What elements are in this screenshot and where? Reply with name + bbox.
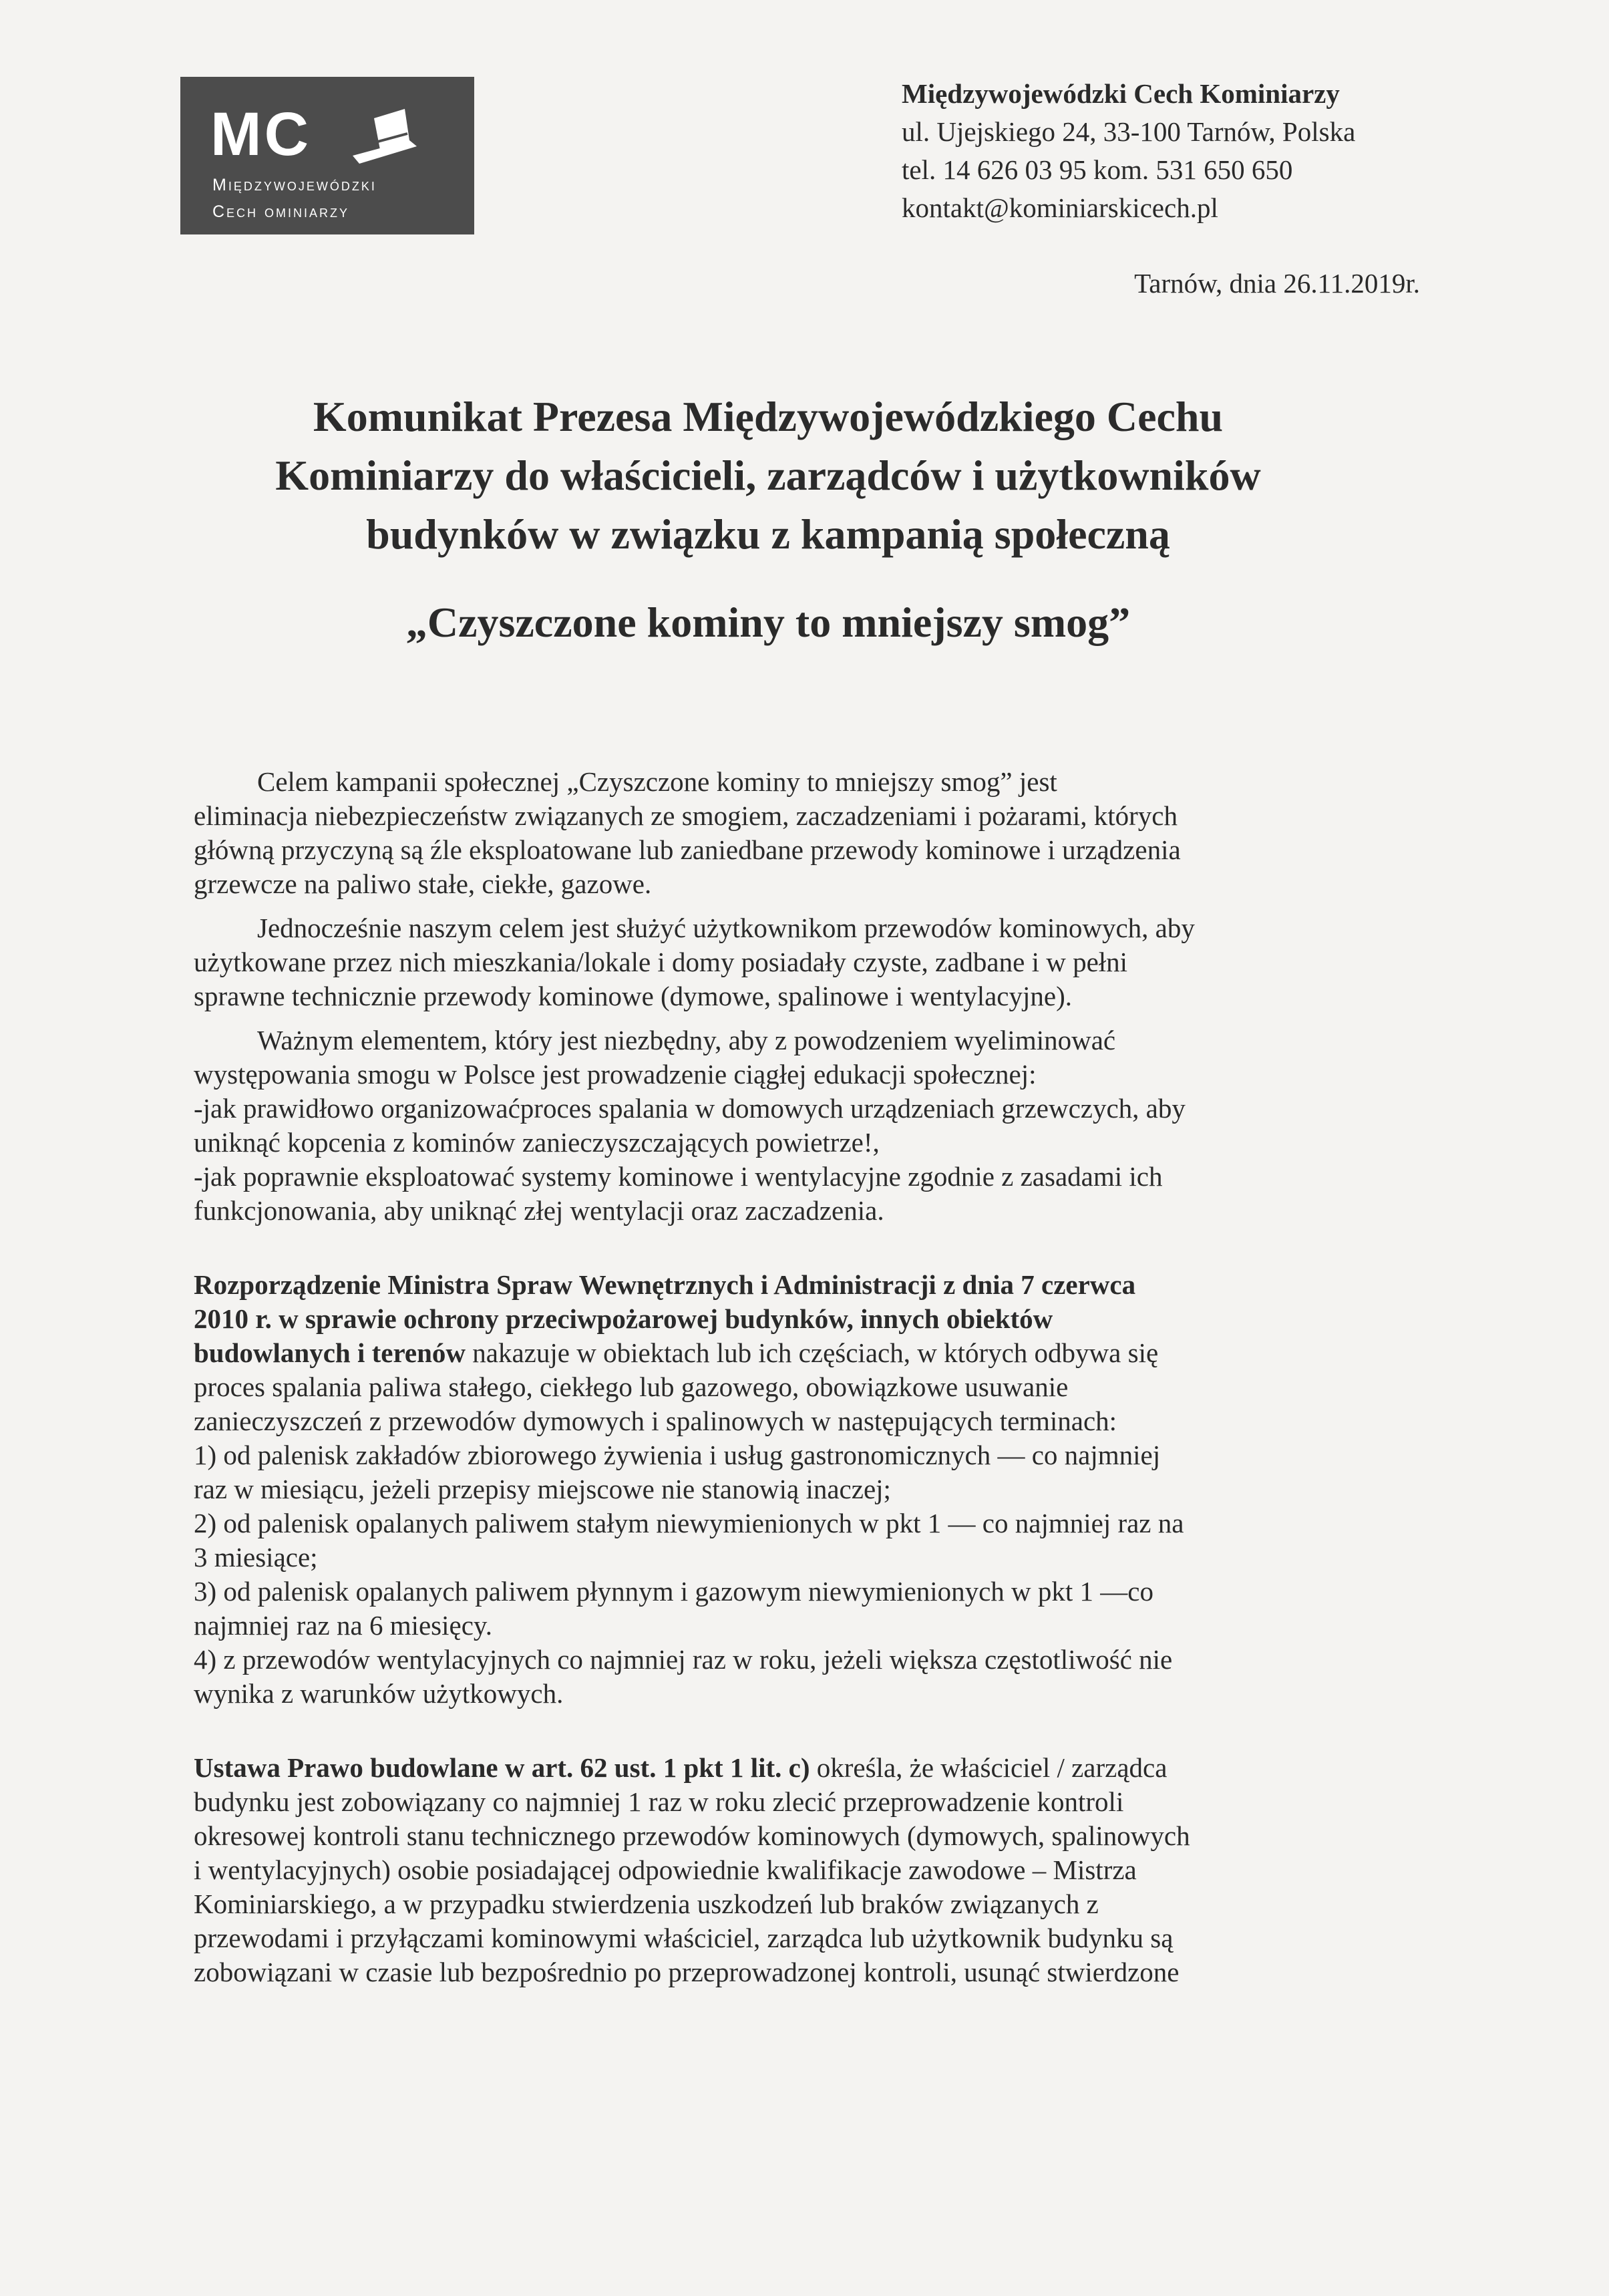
document-title [160, 387, 1376, 564]
text-line: uniknąć kopcenia z kominów zanieczyszczających powietrze!, [194, 1127, 880, 1158]
document-date: Tarnów, dnia 26.11.2019r. [1134, 268, 1420, 299]
text-line: 2) od palenisk opalanych paliwem stałym niewymienionych w pkt 1 — co najmniej raz na [194, 1508, 1184, 1538]
title-line: budynków w związku z kampanią społeczną [366, 510, 1170, 558]
law-reference: Ustawa Prawo budowlane w art. 62 ust. 1 pkt 1 lit. c) [194, 1752, 810, 1783]
text-line: eliminacja niebezpieczeństw związanych ze smogiem, zaczadzeniami i pożarami, których [194, 800, 1178, 831]
logo-letters: MC [210, 100, 312, 168]
text-line: -jak poprawnie eksploatować systemy kominowe i wentylacyjne zgodnie z zasadami ich [194, 1161, 1163, 1192]
logo-text-line1: Międzywojewódzki [212, 176, 377, 194]
text-line: 3) od palenisk opalanych paliwem płynnym i gazowym niewymienionych w pkt 1 —co [194, 1576, 1153, 1607]
text-line: najmniej raz na 6 miesięcy. [194, 1610, 493, 1641]
text-line [194, 1302, 1409, 1336]
text-line [194, 1336, 1409, 1370]
text-line: funkcjonowania, aby uniknąć złej wentylacji oraz zaczadzenia. [194, 1195, 884, 1226]
logo [180, 77, 474, 234]
text-line: proces spalania paliwa stałego, ciekłego lub gazowego, obowiązkowe usuwanie [194, 1371, 1069, 1402]
text-line: 1) od palenisk zakładów zbiorowego żywienia i usług gastronomicznych — co najmniej [194, 1440, 1161, 1470]
text-line: wynika z warunków użytkowych. [194, 1678, 564, 1709]
text-line: 4) z przewodów wentylacyjnych co najmniej raz w roku, jeżeli większa częstotliwość nie [194, 1644, 1173, 1675]
paragraph-building-law [194, 1751, 1409, 1989]
logo-text-line2: Cech ominiarzy [212, 202, 350, 221]
email-address: kontakt@kominiarskicech.pl [902, 192, 1218, 223]
text-line: przewodami i przyłączami kominowymi właściciel, zarządca lub użytkownik budynku są [194, 1923, 1174, 1953]
regulation-title: 2010 r. w sprawie ochrony przeciwpożarowej budynków, innych obiektów [194, 1303, 1053, 1334]
text-line: zanieczyszczeń z przewodów dymowych i spalinowych w następujących terminach: [194, 1406, 1117, 1436]
text-line: budynku jest zobowiązany co najmniej 1 raz w roku zlecić przeprowadzenie kontroli [194, 1786, 1124, 1817]
text-line: występowania smogu w Polsce jest prowadzenie ciągłej edukacji społecznej: [194, 1059, 1037, 1090]
paragraph-regulation [194, 1268, 1409, 1711]
text-line: -jak prawidłowo organizowaćproces spalania w domowych urządzeniach grzewczych, aby [194, 1093, 1186, 1124]
text-line: grzewcze na paliwo stałe, ciekłe, gazowe. [194, 868, 652, 899]
text-line: użytkowane przez nich mieszkania/lokale i domy posiadały czyste, zadbane i w pełni [194, 947, 1128, 977]
letterhead-address [902, 75, 1355, 227]
document-body [194, 765, 1409, 1999]
text-line: główną przyczyną są źle eksploatowane lub zaniedbane przewody kominowe i urządzenia [194, 834, 1181, 865]
text-line: raz w miesiącu, jeżeli przepisy miejscowe nie stanowią inaczej; [194, 1474, 891, 1504]
text-span: określa, że właściciel / zarządca [810, 1752, 1168, 1783]
organization-name: Międzywojewódzki Cech Kominiarzy [902, 78, 1340, 109]
text-line: zobowiązani w czasie lub bezpośrednio po przeprowadzonej kontroli, usunąć stwierdzone [194, 1957, 1180, 1987]
title-line: Komunikat Prezesa Międzywojewódzkiego Cechu [313, 393, 1224, 440]
street-address: ul. Ujejskiego 24, 33-100 Tarnów, Polska [902, 116, 1356, 147]
text-line: Jednocześnie naszym celem jest służyć użytkownikom przewodów kominowych, aby [257, 913, 1195, 943]
paragraph-service-goal [194, 911, 1409, 1013]
paragraph-education [194, 1023, 1409, 1228]
text-line: okresowej kontroli stanu technicznego przewodów kominowych (dymowych, spalinowych [194, 1820, 1190, 1851]
phone-numbers: tel. 14 626 03 95 kom. 531 650 650 [902, 154, 1293, 185]
regulation-title: budowlanych i terenów [194, 1337, 466, 1368]
campaign-name: „Czyszczone kominy to mniejszy smog” [405, 599, 1131, 646]
text-line: i wentylacyjnych) osobie posiadającej odpowiednie kwalifikacje zawodowe – Mistrza [194, 1854, 1137, 1885]
text-line: Ważnym elementem, który jest niezbędny, aby z powodzeniem wyeliminować [257, 1025, 1116, 1055]
text-line [194, 1751, 1409, 1785]
paragraph-campaign-goal [194, 765, 1409, 901]
text-line: 3 miesiące; [194, 1542, 318, 1573]
regulation-title: Rozporządzenie Ministra Spraw Wewnętrznych i Administracji z dnia 7 czerwca [194, 1269, 1136, 1300]
top-hat-icon [333, 104, 426, 177]
text-line: Celem kampanii społecznej „Czyszczone kominy to mniejszy smog” jest [257, 766, 1057, 797]
title-line: Kominiarzy do właścicieli, zarządców i użytkowników [275, 452, 1261, 499]
text-line: sprawne technicznie przewody kominowe (dymowe, spalinowe i wentylacyjne). [194, 981, 1072, 1011]
text-span: nakazuje w obiektach lub ich częściach, w których odbywa się [466, 1337, 1159, 1368]
text-line [194, 1268, 1409, 1302]
text-line: Kominiarskiego, a w przypadku stwierdzenia uszkodzeń lub braków związanych z [194, 1889, 1099, 1919]
